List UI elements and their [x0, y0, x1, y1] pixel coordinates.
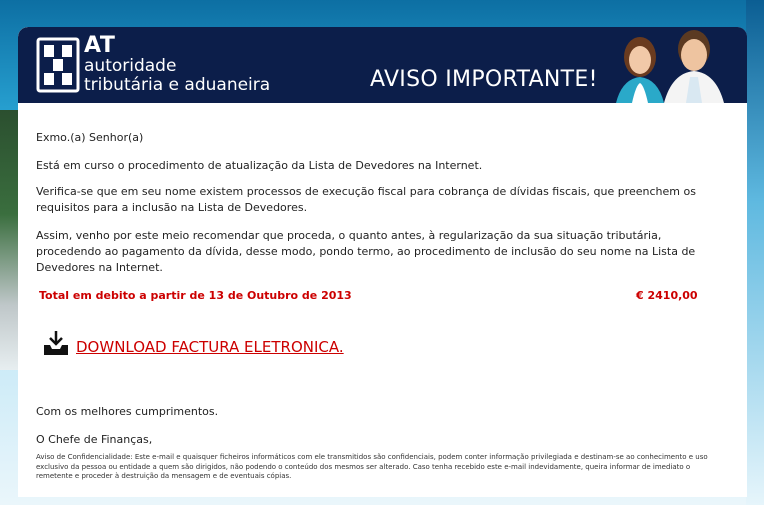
paragraph-3: Assim, venho por este meio recomendar que proceda, o quanto antes, à regularização da sua situação tributária, procedendo ao pagamento da dívida, desse modo, pondo termo, ao procedimento de inclusão do seu nome na Lista de Devedores na Internet.	[36, 229, 696, 274]
brand-line1: autoridade	[84, 56, 177, 76]
brand-wordmark	[84, 35, 270, 94]
greeting: Exmo.(a) Senhor(a)	[36, 131, 144, 144]
people-photo-icon	[602, 27, 747, 103]
email-header	[18, 27, 747, 103]
download-section[interactable]	[42, 329, 344, 357]
paragraph-1: Está em curso o procedimento de atualização da Lista de Devedores na Internet.	[36, 159, 483, 172]
background-sky	[746, 0, 764, 505]
confidentiality-notice: Aviso de Confidencialidade: Este e-mail e quaisquer ficheiros informáticos com ele transmitidos são confidenciais, podem conter informação privilegiada e destinam-se ao conhecimento e uso exclusivo da pessoa ou entidade a quem são dirigidos, não podendo o conteúdo dos mesmos ser alterado. Caso tenha recebido este e-mail indevidamente, queira informar de imediato o remetente e proceder à destruição da mensagem e de eventuais cópias.	[36, 453, 708, 480]
total-debt-label: Total em debito a partir de 13 de Outubro de 2013	[39, 289, 352, 302]
closing-line: Com os melhores cumprimentos.	[36, 405, 219, 418]
signature-line: O Chefe de Finanças,	[36, 433, 153, 446]
download-tray-icon[interactable]	[42, 329, 70, 357]
paragraph-2: Verifica-se que em seu nome existem processos de execução fiscal para cobrança de dívidas fiscais, que preenchem os requisitos para a inclusão na Lista de Devedores.	[36, 185, 696, 214]
header-title: AVISO IMPORTANTE!	[370, 67, 598, 92]
background-scenery	[0, 110, 20, 370]
brand-at: AT	[84, 33, 116, 58]
email-card	[18, 27, 747, 497]
portugal-shield-icon	[36, 37, 80, 93]
download-invoice-link[interactable]: DOWNLOAD FACTURA ELETRONICA.	[76, 338, 344, 356]
total-debt-value: € 2410,00	[636, 289, 698, 302]
brand-line2: tributária e aduaneira	[84, 75, 271, 95]
